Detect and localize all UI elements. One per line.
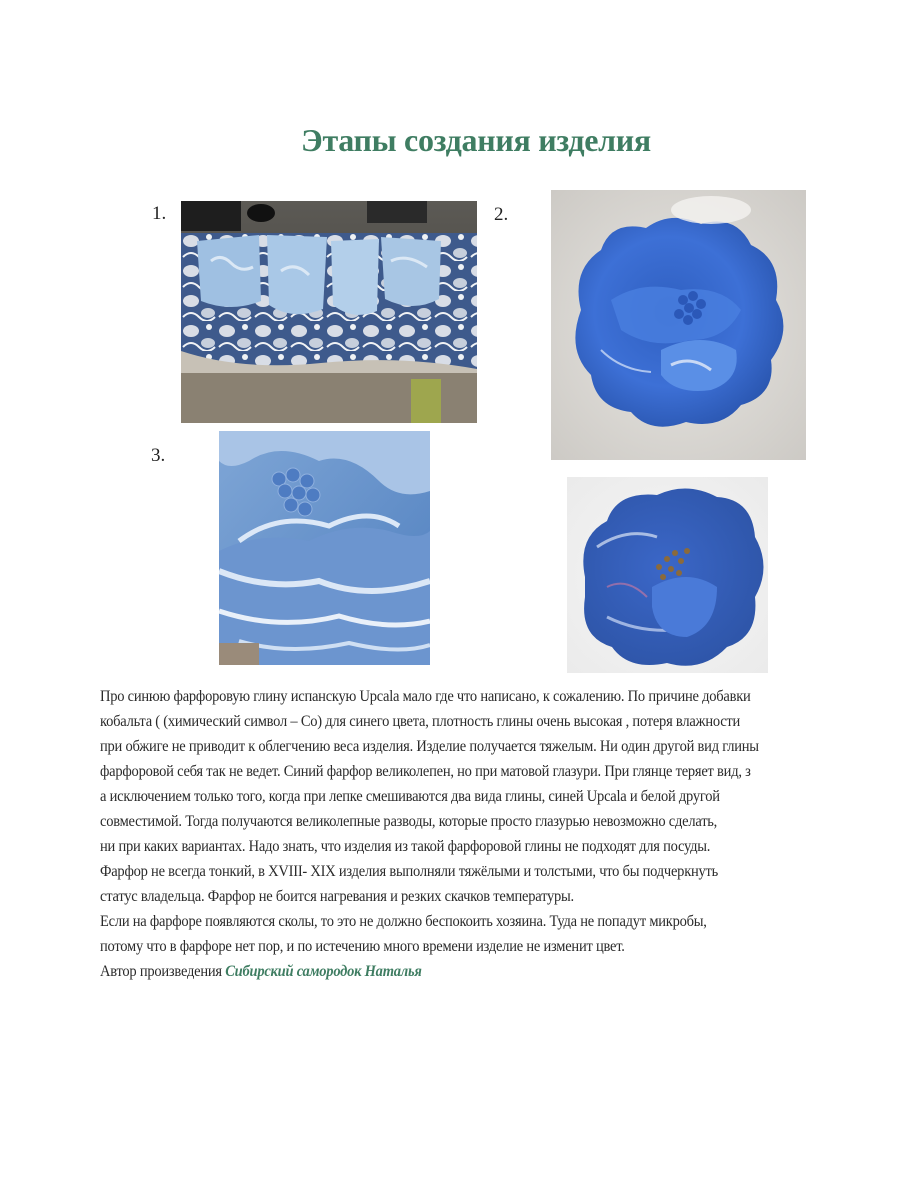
step-2-photo — [551, 190, 806, 460]
step-2-number: 2. — [494, 204, 509, 225]
text-line: потому что в фарфоре нет пор, и по истечению много времени изделие не изменит цвет. — [100, 938, 625, 955]
text-line: Про синюю фарфоровую глину испанскую Upcala мало где что написано, к сожалению. По причине добавки — [100, 688, 751, 705]
text-line: совместимой. Тогда получаются великолепные разводы, которые просто глазурью невозможно сделать, — [100, 813, 718, 830]
text-line: статус владельца. Фарфор не боится нагревания и резких скачков температуры. — [100, 888, 574, 905]
text-line: ни при каких вариантах. Надо знать, что изделия из такой фарфоровой глины не подходят для посуды. — [100, 838, 711, 855]
author-name: Сибирский самородок Наталья — [225, 963, 422, 980]
step-3-photo — [219, 431, 430, 665]
text-line: фарфоровой себя так не ведет. Синий фарфор великолепен, но при матовой глазури. При глянце теряет вид, з — [100, 763, 751, 780]
step-1-photo — [181, 201, 477, 423]
article-text — [100, 684, 816, 984]
author-prefix: Автор произведения — [100, 963, 226, 980]
author-line — [100, 959, 816, 984]
step-3-number: 3. — [151, 445, 166, 466]
text-line: Если на фарфоре появляются сколы, то это не должно беспокоить хозяина. Туда не попадут микробы, — [100, 913, 707, 930]
page-title: Этапы создания изделия — [301, 122, 651, 158]
text-line: Фарфор не всегда тонкий, в XVIII- XIX изделия выполняли тяжёлыми и толстыми, что бы подчеркнуть — [100, 863, 719, 880]
step-1-number: 1. — [152, 203, 167, 224]
text-line: при обжиге не приводит к облегчению веса изделия. Изделие получается тяжелым. Ни один другой вид глины — [100, 738, 759, 755]
final-product-photo — [567, 477, 768, 673]
text-line: кобальта ( (химический символ – Co) для синего цвета, плотность глины очень высокая , потеря влажности — [100, 713, 741, 730]
text-line: а исключением только того, когда при лепке смешиваются два вида глины, синей Upcala и белой другой — [100, 788, 720, 805]
